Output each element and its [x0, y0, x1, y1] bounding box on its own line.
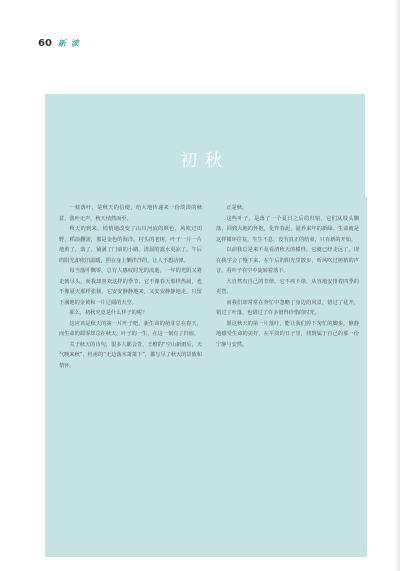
paragraph: 关于秋天的诗句，很多人都会背，王维的“空山新雨后，天气晚来秋”，杜甫的“无边落木萧萧下”，都写尽了秋天的景致和情怀。 [59, 341, 202, 369]
paragraph: 愿这秋天的第一片落叶，能让我们停下匆忙的脚步，静静地感受生命的美好，在平淡的日子里，找到属于自己的那一份宁静与安然。 [216, 320, 359, 348]
page-number: 60 [38, 38, 52, 49]
section-name: 新 读 [57, 39, 80, 48]
title-banner [45, 94, 365, 202]
paragraph: 大自然有自己的节律，它不疾不徐，从容地安排着四季的更替。 [216, 278, 359, 295]
page-header [38, 38, 80, 49]
paragraph: 而我们却常常在奔忙中忽略了身边的风景，错过了花开，错过了叶落，也错过了许多值得珍惜的时光。 [216, 299, 359, 316]
paragraph: 那么，初秋究竟是什么样子的呢？ [69, 310, 148, 316]
paragraph: 正是秋。 [226, 205, 248, 211]
article-title: 初秋 [180, 151, 230, 171]
paragraph: 以前我总是来不及看清秋天的模样，它就已经走远了。现在我学会了慢下来，在午后的阳光里散步，听风吹过树梢的声音，看叶子在空中旋转着落下。 [216, 247, 359, 274]
text-column-right [216, 203, 359, 549]
paragraph: 这应该是秋天的第一片叶子吧，新生命的萌芽总在春天，而生命的凋零却总在秋天，叶子的一生，在这一刻有了归宿。 [59, 320, 202, 337]
text-column-left [59, 203, 202, 549]
paragraph: 每当落叶飘零，总有人感叹时光的流逝，一年的光阴又将走到尽头，而我却喜欢这样的季节，它不像春天那样热闹，也不像夏天那样张扬，它安安静静地来，又安安静静地走，只留下满地的金黄和一片辽阔的天空。 [59, 268, 202, 306]
page-edge [394, 0, 400, 571]
article-body [45, 197, 367, 557]
paragraph: 秋天的到来，悄悄地改变了山川河流的颜色，风吹过田野，稻浪翻滚，那是金色的海洋。村头的老树，叶子一片一片地黄了，落了，铺满了门前的小路。清晨的露水更凉了，午后的阳光却依旧温暖，照在身上懒洋洋的，让人不想动弹。 [59, 226, 202, 264]
paragraph: 一枝落叶，是秋天的信使，给大地传递来一份淡淡的秋意，落叶无声，秋天悄然而至。 [59, 205, 202, 222]
paragraph: 这些叶子，是落了一个夏日之后的归宿，它们从枝头飘落，回到大地的怀抱，化作春泥，滋养来年的新绿。生命就是这样循环往复，生生不息，没有真正的结束，只有新的开始。 [216, 215, 359, 243]
